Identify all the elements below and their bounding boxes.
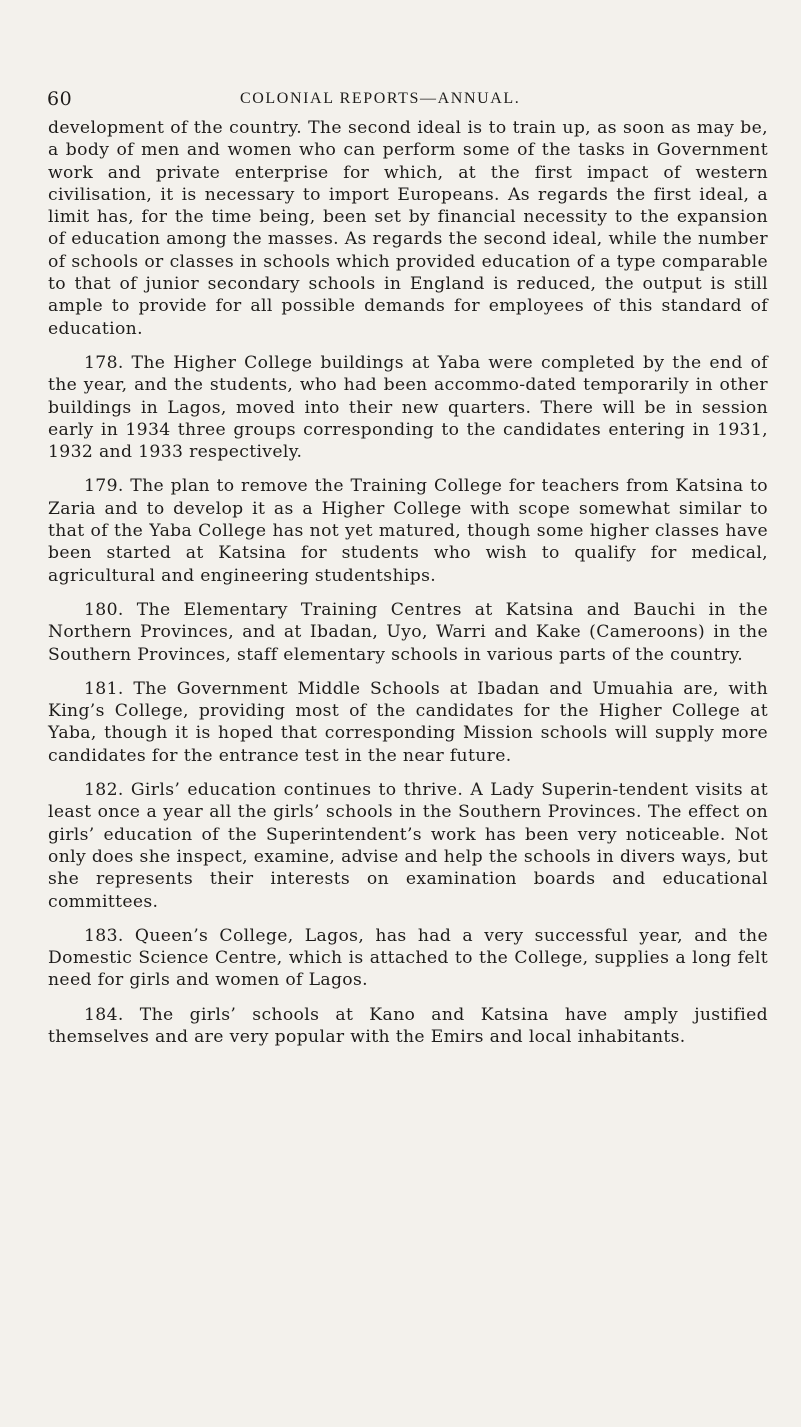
paragraph-180: 180. The Elementary Training Centres at Katsina and Bauchi in the Northern Provinces, and at Ibadan, Uyo, Warri and Kake (Cameroons) in the Southern Provinces, staff elementary schools in various parts of the country. [48, 599, 768, 665]
paragraph-182: 182. Girls’ education continues to thrive. A Lady Superin-tendent visits at least once a year all the girls’ schools in the Southern Provinces. The effect on girls’ education of the Superintendent’s work has been very noticeable. Not only does she inspect, examine, advise and help the schools in divers ways, but she represents their interests on examination boards and educational committees. [48, 780, 768, 912]
page-number: 60 [47, 88, 73, 110]
running-head: COLONIAL REPORTS—ANNUAL. [240, 90, 521, 107]
paragraph-179: 179. The plan to remove the Training College for teachers from Katsina to Zaria and to develop it as a Higher College with scope somewhat similar to that of the Yaba College has not yet matured, though some higher classes have been started at Katsina for students who wish to qualify for medical, agricultural and engineering studentships. [48, 476, 768, 586]
paragraph-178: 178. The Higher College buildings at Yaba were completed by the end of the year, and the students, who had been accommo-dated temporarily in other buildings in Lagos, moved into their new quarters. There will be in session early in 1934 three groups corresponding to the candidates entering in 1931, 1932 and 1933 respectively. [48, 352, 768, 463]
paragraph-181: 181. The Government Middle Schools at Ibadan and Umuahia are, with King’s College, providing most of the candidates for the Higher College at Yaba, though it is hoped that corresponding Mission schools will supply more candidates for the entrance test in the near future. [48, 678, 768, 766]
paragraph-184: 184. The girls’ schools at Kano and Katsina have amply justified themselves and are very popular with the Emirs and local inhabitants. [48, 1004, 768, 1047]
paragraph-183: 183. Queen’s College, Lagos, has had a very successful year, and the Domestic Science Centre, which is attached to the College, supplies a long felt need for girls and women of Lagos. [48, 925, 768, 991]
page-header [0, 88, 801, 112]
paragraph-continuation: development of the country. The second ideal is to train up, as soon as may be, a body of men and women who can perform some of the tasks in Government work and private enterprise for which, at the first impact of western civilisation, it is necessary to import Europeans. As regards the first ideal, a limit has, for the time being, been set by financial necessity to the expansion of education among the masses. As regards the second ideal, while the number of schools or classes in schools which provided education of a type comparable to that of junior secondary schools in England is reduced, the output is still ample to provide for all possible demands for employees of this standard of education. [48, 118, 768, 339]
body-text [48, 117, 768, 1048]
